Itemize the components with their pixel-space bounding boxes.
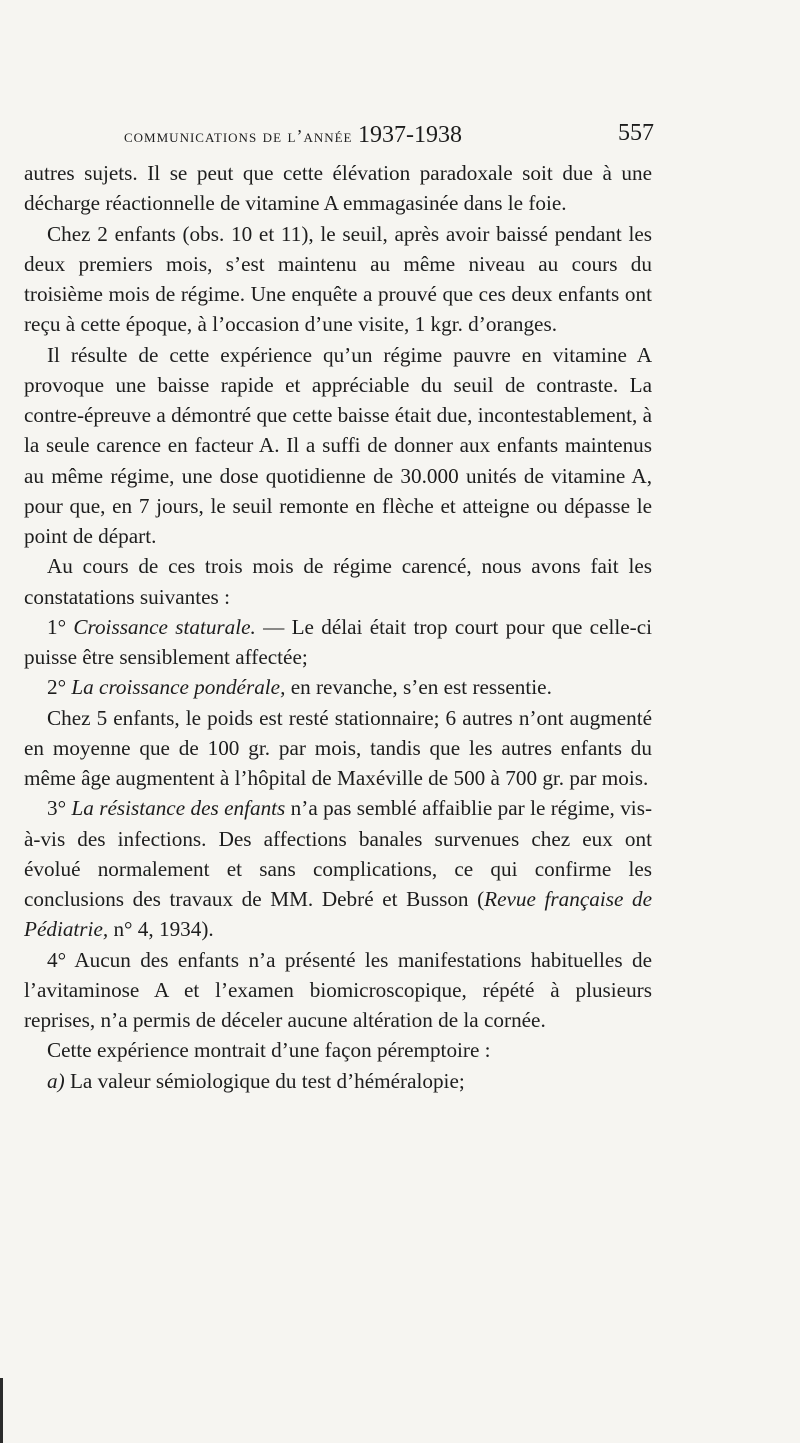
paragraph-9 <box>24 945 652 1036</box>
paragraph-8 <box>24 793 652 944</box>
item-number: 1° <box>47 614 67 639</box>
item-text: en revanche, s’en est ressentie. <box>285 675 552 700</box>
item-text: — Le délai était trop court pour que celle-ci puisse être sensiblement affectée; <box>24 614 653 669</box>
paragraph-11 <box>24 1066 652 1096</box>
page-edge-shadow <box>0 1378 3 1443</box>
paragraph-10: Cette expérience montrait d’une façon péremptoire : <box>47 1038 491 1063</box>
item-letter: a) <box>47 1068 65 1093</box>
paragraph-7: Chez 5 enfants, le poids est resté stationnaire; 6 autres n’ont augmenté en moyenne que de 100 gr. par mois, tandis que les autres enfants du même âge augmentent à l’hôpital de Maxéville de 500 à 700 gr. par mois. <box>24 705 652 790</box>
item-text: La valeur sémiologique du test d’héméralopie; <box>64 1068 465 1093</box>
paragraph-1: autres sujets. Il se peut que cette élévation paradoxale soit due à une décharge réactionnelle de vitamine A emmagasinée dans le foie. <box>24 161 652 216</box>
item-number: 4° <box>47 947 67 972</box>
journal-title: Revue française de Pédiatrie, <box>24 887 652 942</box>
item-heading: La résistance des enfants <box>71 796 286 821</box>
running-title-text: communications de l’année <box>124 126 353 146</box>
item-number: 2° <box>47 675 67 700</box>
item-number: 3° <box>47 796 67 821</box>
item-heading: La croissance pondérale, <box>71 675 286 700</box>
item-heading: Croissance staturale. <box>73 614 256 639</box>
page-number: 557 <box>618 120 654 146</box>
running-header <box>124 118 654 152</box>
running-title <box>124 122 462 149</box>
citation-text: n° 4, 1934). <box>108 917 214 942</box>
paragraph-6 <box>24 672 652 702</box>
paragraph-2: Chez 2 enfants (obs. 10 et 11), le seuil, après avoir baissé pendant les deux premiers mois, s’est maintenu au même niveau au cours du troisième mois de régime. Une enquête a prouvé que ces deux enfants ont reçu à cette époque, à l’occasion d’une visite, 1 kgr. d’oranges. <box>24 221 652 337</box>
paragraph-3: Il résulte de cette expérience qu’un régime pauvre en vitamine A provoque une baisse rapide et appréciable du seuil de contraste. La contre-épreuve a démontré que cette baisse était due, incontestablement, à la seule carence en facteur A. Il a suffi de donner aux enfants maintenus au même régime, une dose quotidienne de 30.000 unités de vitamine A, pour que, en 7 jours, le seuil remonte en flèche et atteigne ou dépasse le point de départ. <box>24 342 652 548</box>
item-text: n’a pas semblé affaiblie par le régime, vis-à-vis des infections. Des affections banales survenues chez eux ont évolué normalement et sans complications, ce qui confirme les conclusions des travaux de MM. Debré et Busson ( <box>24 796 652 911</box>
body-text <box>24 158 652 1096</box>
running-title-years: 1937-1938 <box>358 122 462 148</box>
item-text: Aucun des enfants n’a présenté les manifestations habituelles de l’avitaminose A et l’examen biomicroscopique, répété à plusieurs reprises, n’a permis de déceler aucune altération de la cornée. <box>24 947 652 1032</box>
paragraph-4: Au cours de ces trois mois de régime carencé, nous avons fait les constatations suivantes : <box>24 554 652 609</box>
paragraph-5 <box>24 612 652 673</box>
